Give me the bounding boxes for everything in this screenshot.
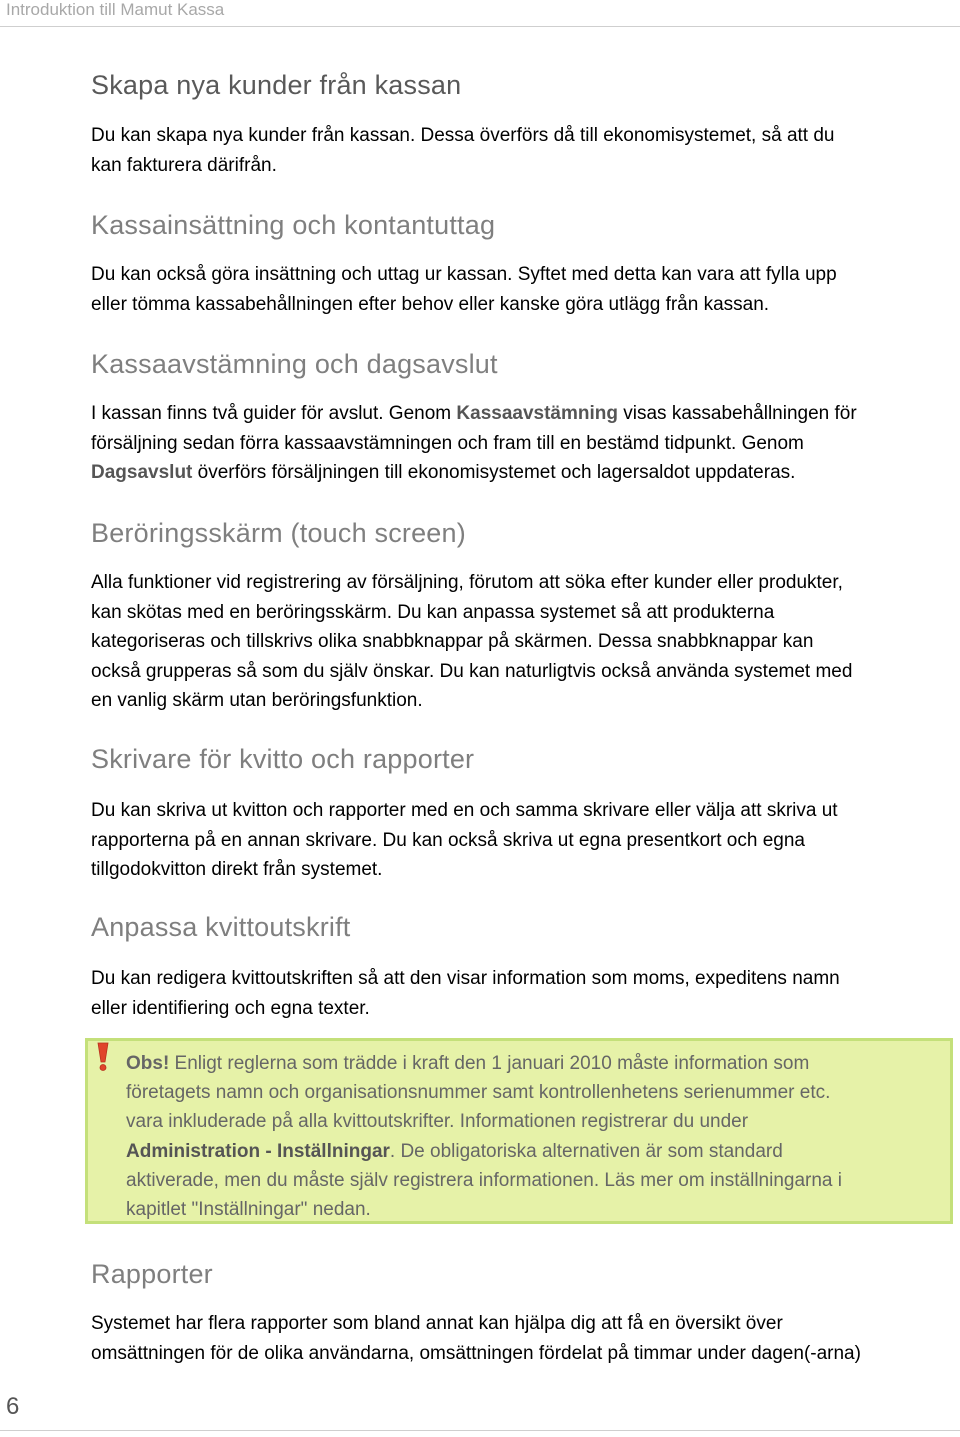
note-label: Obs!: [126, 1053, 170, 1074]
text-line: en vanlig skärm utan beröringsfunktion.: [91, 690, 423, 711]
text-line: vara inkluderade på alla kvittoutskrifter. Informationen registrerar du under: [126, 1111, 749, 1133]
text-line: [91, 458, 951, 488]
text-run: Enligt reglerna som trädde i kraft den 1 januari 2010 måste information som: [169, 1053, 810, 1074]
text-line: kategoriseras och tillskrivs olika snabbknappar på skärmen. Dessa snabbknappar kan: [91, 631, 814, 652]
text-line: [126, 1049, 842, 1078]
text-run: visas kassabehållningen för: [617, 403, 857, 424]
paragraph-anpassa-kvittoutskrift: [91, 964, 951, 1023]
text-line: aktiverade, men du måste själv registrera informationen. Läs mer om inställningarna i: [126, 1169, 842, 1191]
page-number: 6: [6, 1393, 20, 1420]
heading-kassainsattning: Kassainsättning och kontantuttag: [91, 210, 496, 240]
text-line: Du kan redigera kvittoutskriften så att den visar information som moms, expeditens namn: [91, 968, 840, 989]
text-run: . De obligatoriska alternativen är som standard: [389, 1140, 783, 1162]
text-line: eller tömma kassabehållningen efter behov eller kanske göra utlägg från kassan.: [91, 293, 770, 315]
paragraph-skapa-kunder: [91, 121, 951, 180]
text-line: omsättningen för de olika användarna, omsättningen fördelat på timmar under dagen(-arna): [91, 1342, 861, 1364]
heading-kassaavstamning: Kassaavstämning och dagsavslut: [91, 349, 498, 379]
text-line: eller identifiering och egna texter.: [91, 997, 370, 1019]
paragraph-kassainsattning: [91, 260, 951, 319]
term-administration-installningar: Administration - Inställningar: [126, 1140, 390, 1162]
text-line: kan fakturera därifrån.: [91, 154, 277, 176]
text-line: [91, 399, 951, 429]
paragraph-beroringsskarm: [91, 568, 951, 716]
exclamation-icon: [96, 1042, 110, 1072]
heading-skapa-kunder: Skapa nya kunder från kassan: [91, 70, 462, 100]
heading-rapporter: Rapporter: [91, 1259, 213, 1289]
paragraph-skrivare: [91, 796, 951, 885]
heading-beroringsskarm: Beröringsskärm (touch screen): [91, 518, 466, 548]
paragraph-kassaavstamning: [91, 399, 951, 488]
text-line: också grupperas så som du själv önskar. Du kan naturligtvis också använda systemet med: [91, 660, 853, 682]
term-dagsavslut: Dagsavslut: [91, 462, 193, 483]
document-title: Introduktion till Mamut Kassa: [6, 0, 225, 19]
text-line: kan skötas med en beröringsskärm. Du kan anpassa systemet så att produkterna: [91, 601, 775, 623]
text-line: kapitlet "Inställningar" nedan.: [126, 1199, 371, 1221]
paragraph-rapporter: [91, 1309, 951, 1368]
text-line: försäljning sedan förra kassaavstämningen och fram till en bestämd tidpunkt. Genom: [91, 432, 804, 454]
text-run: I kassan finns två guider för avslut. Genom: [91, 403, 457, 424]
heading-anpassa-kvittoutskrift: Anpassa kvittoutskrift: [91, 912, 351, 942]
text-line: Alla funktioner vid registrering av försäljning, förutom att söka efter kunder eller produkter,: [91, 572, 843, 593]
text-line: Du kan också göra insättning och uttag ur kassan. Syftet med detta kan vara att fylla upp: [91, 264, 837, 285]
footer-rule: [0, 1430, 960, 1431]
text-line: tillgodokvitton direkt från systemet.: [91, 859, 383, 880]
running-header: [0, 0, 960, 27]
text-line: [126, 1137, 842, 1166]
text-line: Du kan skapa nya kunder från kassan. Dessa överförs då till ekonomisystemet, så att du: [91, 125, 835, 146]
text-run: överförs försäljningen till ekonomisystemet och lagersaldot uppdateras.: [192, 462, 796, 483]
text-line: företagets namn och organisationsnummer samt kontrollenhetens serienummer etc.: [126, 1082, 831, 1104]
heading-skrivare: Skrivare för kvitto och rapporter: [91, 744, 475, 774]
text-line: Du kan skriva ut kvitton och rapporter med en och samma skrivare eller välja att skriva ut: [91, 800, 838, 821]
note-text: [126, 1049, 842, 1224]
text-line: rapporterna på en annan skrivare. Du kan också skriva ut egna presentkort och egna: [91, 829, 805, 851]
text-line: Systemet har flera rapporter som bland annat kan hjälpa dig att få en översikt över: [91, 1313, 783, 1334]
term-kassaavstamning: Kassaavstämning: [456, 403, 618, 424]
